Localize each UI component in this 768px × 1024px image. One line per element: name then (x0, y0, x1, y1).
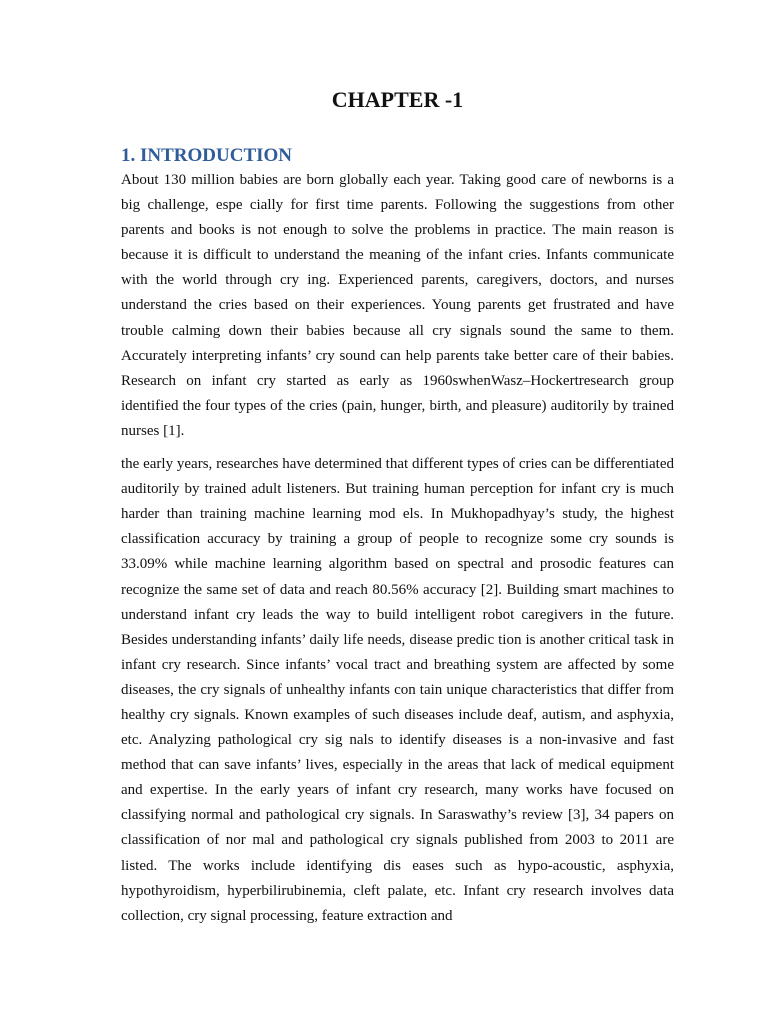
paragraph-intro: About 130 million babies are born globally each year. Taking good care of newborns is a big challenge, espe cially for first time parents. Following the suggestions from other parents and books is not enough to solve the problems in practice. The main reason is because it is difficult to understand the meaning of the infant cries. Infants communicate with the world through cry ing. Experienced parents, caregivers, doctors, and nurses understand the cries based on their experiences. Young parents get frustrated and have trouble calming down their babies because all cry signals sound the same to them. Accurately interpreting infants’ cry sound can help parents take better care of their babies. Research on infant cry started as early as 1960swhenWasz–Hockertresearch group identified the four types of the cries (pain, hunger, birth, and pleasure) auditorily by trained nurses [1]. (121, 172, 674, 439)
chapter-title: CHAPTER -1 (331, 87, 464, 112)
document-page (121, 84, 674, 929)
paragraph-early-years: the early years, researches have determined that different types of cries can be differentiated auditorily by trained adult listeners. But training human perception for infant cry is much harder than training machine learning mod els. In Mukhopadhyay’s study, the highest classification accuracy by training a group of people to recognize some cry sounds is 33.09% while machine learning algorithm based on spectral and prosodic features can recognize the same set of data and reach 80.56% accuracy [2]. Building smart machines to understand infant cry leads the way to build intelligent robot caregivers in the future. Besides understanding infants’ daily life needs, disease predic tion is another critical task in infant cry research. Since infants’ vocal tract and breathing system are affected by some diseases, the cry signals of unhealthy infants con tain unique characteristics that differ from healthy cry signals. Known examples of such diseases include deaf, autism, and asphyxia, etc. Analyzing pathological cry sig nals to identify diseases is a non-invasive and fast method that can save infants’ lives, especially in the areas that lack of medical equipment and expertise. In the early years of infant cry research, many works have focused on classifying normal and pathological cry signals. In Saraswathy’s review [3], 34 papers on classification of nor mal and pathological cry signals published from 2003 to 2011 are listed. The works include identifying dis eases such as hypo-acoustic, asphyxia, hypothyroidism, hyperbilirubinemia, cleft palate, etc. Infant cry research involves data collection, cry signal processing, feature extraction and (121, 456, 674, 924)
section-heading: 1. INTRODUCTION (121, 145, 293, 166)
